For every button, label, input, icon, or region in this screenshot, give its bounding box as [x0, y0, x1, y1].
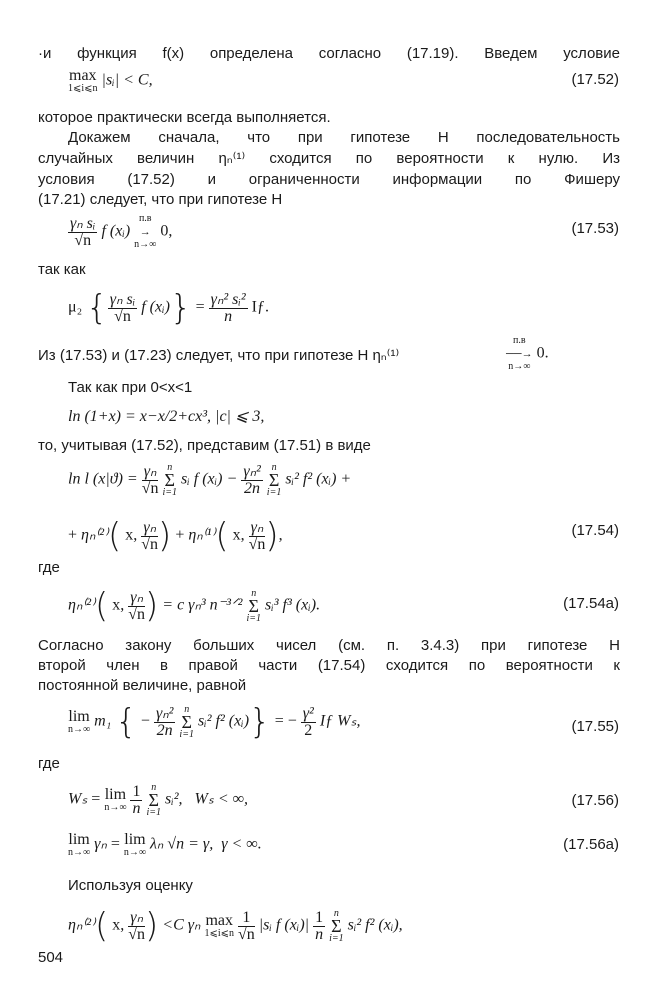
text-line-9: Так как при 0<x<1: [68, 379, 193, 396]
formula-17-56a: lim n→∞ γₙ = lim n→∞ λₙ √n = γ, γ < ∞.: [68, 831, 262, 858]
eq-number-17-54: (17.54): [571, 522, 619, 539]
eq-number-17-52: (17.52): [571, 71, 619, 88]
eq-number-17-56: (17.56): [571, 792, 619, 809]
formula-bound: |sᵢ| < C,: [101, 71, 153, 89]
formula-tail-zero: 0.: [536, 344, 549, 362]
text-line-2: которое практически всегда выполняется.: [38, 109, 331, 126]
formula-equals: = −: [274, 712, 297, 730]
text-line-16: Используя оценку: [68, 877, 193, 894]
text-line-11: где: [38, 559, 60, 576]
text-line-12: Согласно закону больших чисел (см. п. 3.4.3) при гипотезе H: [38, 637, 620, 654]
text-line-15: где: [38, 755, 60, 772]
text-line-4: случайных величин ηₙ⁽¹⁾ сходится по вероятности к нулю. Из: [38, 150, 620, 167]
fisher-info: Iƒ.: [251, 298, 269, 316]
formula-17-54-line2: + ηₙ⁽²⁾( x, $\frac{\text{γₙ}}{√n}$ ) + ηₙ⁽¹⁾( x, $\frac{\text{γₙ}}{√n}$ ),: [68, 516, 283, 556]
formula-17-55: lim n→∞ m₁ { − $\frac{\text{γₙ²}}{2n}$ n Σ i=1 sᵢ² f² (xᵢ)} = − $\frac{\text{γ²}}{2}$ Iƒ Wₛ,: [68, 702, 361, 742]
eq-number-17-53: (17.53): [571, 220, 619, 237]
formula-estimate: ηₙ⁽²⁾( x, $\frac{\text{γₙ}}{√n}$ ) <C γₙ max 1⩽i⩽n $\frac{1}{√n}$ |sᵢ f (xᵢ)| $\frac{1}{n}$ n Σ i=1 sᵢ² f² (xᵢ),: [68, 906, 403, 946]
formula-17-54a: ηₙ⁽²⁾( x, $\frac{\text{γₙ}}{√n}$ ) = c γₙ³ n⁻³ᐟ² n Σ i=1 sᵢ³ f³ (xᵢ).: [68, 586, 321, 626]
formula-17-52: [68, 68, 153, 94]
text-line-14: постоянной величине, равной: [38, 677, 247, 694]
text-line-6: (17.21) следует, что при гипотезе H: [38, 191, 283, 208]
log-likelihood: ln l (x|ϑ) =: [68, 470, 138, 488]
formula-tail: 0,: [160, 222, 173, 240]
max-range: 1⩽i⩽n: [68, 83, 98, 94]
text-line-10: то, учитывая (17.52), представим (17.51) в виде: [38, 437, 371, 454]
remainder-coefficient: = c γₙ³ n⁻³ᐟ²: [162, 596, 247, 614]
formula-variance: μ₂ { $\frac{\text{γₙ sᵢ}}{√n}$ f (xᵢ)} = $\frac{\text{γₙ² sᵢ²}}{n}$ Iƒ.: [68, 288, 269, 328]
text-line-7: так как: [38, 261, 86, 278]
formula-17-53: $\frac{\text{γₙ sᵢ}}{√n}$ f (xᵢ) п.в → n→∞ 0,: [70, 213, 173, 250]
page-number: 504: [38, 949, 64, 966]
eq-number-17-56a: (17.56a): [563, 836, 619, 853]
convergence-label: п.в: [138, 213, 152, 224]
max-operator: max: [69, 67, 97, 84]
formula-17-54-line1: ln l (x|ϑ) = $\frac{\text{γₙ}}{√n}$ n Σ i=1 sᵢ f (xᵢ) − $\frac{\text{γₙ²}}{2n}$ n Σ i=1 sᵢ² f² (xᵢ) +: [68, 462, 352, 498]
text-line-1: ·и функция f(x) определена согласно (17.19). Введем условие: [38, 45, 620, 62]
mu-symbol: μ₂: [68, 298, 83, 316]
formula-converge: п.в ──→ n→∞ 0.: [506, 335, 549, 372]
text-line-13: второй член в правой части (17.54) сходится по вероятности к: [38, 657, 620, 674]
convergence-limit: n→∞: [134, 239, 157, 250]
text-line-8: Из (17.53) и (17.23) следует, что при гипотезе H ηₙ⁽¹⁾: [38, 347, 400, 364]
eq-number-17-55: (17.55): [571, 718, 619, 735]
text-line-5: условия (17.52) и ограниченности информации по Фишеру: [38, 171, 620, 188]
eq-number-17-54a: (17.54a): [563, 595, 619, 612]
formula-17-56: Wₛ = lim n→∞ $\frac{1}{n}$ n Σ i=1 sᵢ², Wₛ < ∞,: [68, 782, 249, 818]
text-line-3: Докажем сначала, что при гипотезе H последовательность: [68, 129, 620, 146]
formula-log-expansion: ln (1+x) = x−x/2+cx³, |c| ⩽ 3,: [68, 408, 265, 425]
